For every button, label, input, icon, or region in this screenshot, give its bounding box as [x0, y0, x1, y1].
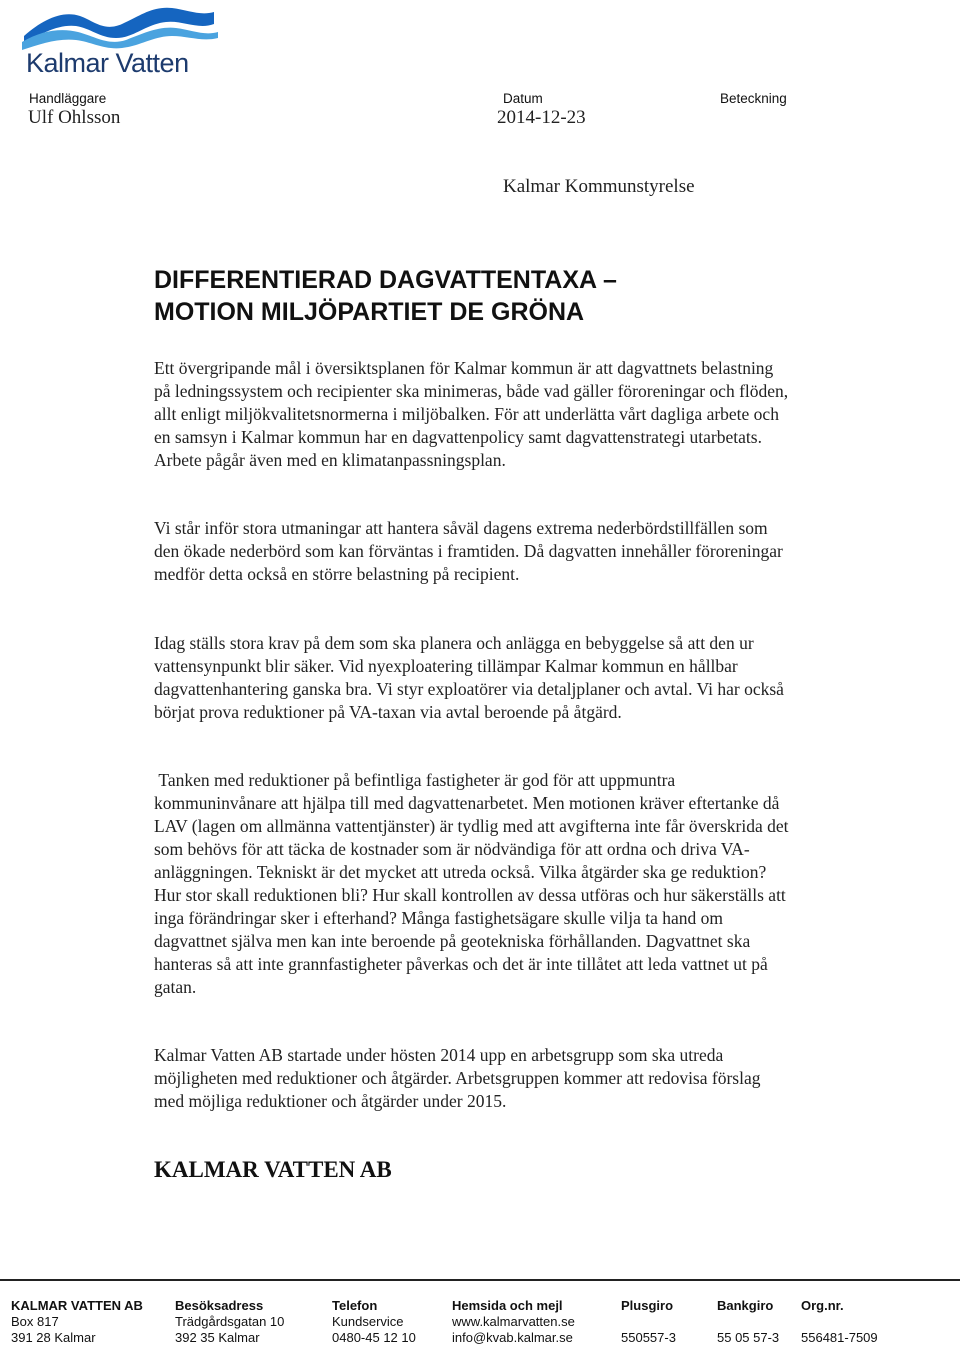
footer-visit-line1: Trädgårdsgatan 10	[175, 1314, 285, 1329]
signature: KALMAR VATTEN AB	[154, 1157, 392, 1182]
footer-web-heading: Hemsida och mejl	[452, 1298, 563, 1313]
title-line-1: DIFFERENTIERAD DAGVATTENTAXA –	[154, 266, 617, 294]
footer-phone-heading: Telefon	[332, 1298, 378, 1313]
footer-website-link[interactable]: www.kalmarvatten.se	[452, 1314, 575, 1329]
footer-web	[452, 1298, 575, 1346]
wave-logo-icon	[22, 2, 222, 52]
paragraph-2: Vi står inför stora utmaningar att hantera såväl dagens extrema nederbördstillfällen som den ökade nederbörd som kan förväntas i framtiden. Då dagvatten innehåller föroreningar medför detta också en större belastning på recipient.	[154, 518, 783, 584]
footer-phone	[332, 1298, 416, 1346]
footer-bankgiro	[717, 1298, 779, 1346]
footer-company	[11, 1298, 143, 1346]
footer-orgnr	[801, 1298, 878, 1346]
paragraph-1: Ett övergripande mål i översiktsplanen för Kalmar kommun är att dagvattnets belastning på ledningssystem och recipienter ska minimeras, både vad gäller föroreningar och flöden, allt enligt miljökvalitetsnormerna i miljöbalken. För att underlätta vårt dagliga arbete och en samsyn i Kalmar kommun har en dagvattenpolicy samt dagvattenstrategi utarbetats. Arbete pågår även med en klimatanpassningsplan.	[154, 358, 789, 470]
company-logo	[22, 2, 222, 78]
footer-bankgiro-line2: 55 05 57-3	[717, 1330, 780, 1345]
paragraph-3: Idag ställs stora krav på dem som ska planera och anlägga en bebyggelse så att den ur vattensynpunkt blir säker. Vid nyexploatering tillämpar Kalmar kommun en hållbar dagvattenhantering ganska bra. Vi styr exploatörer via detaljplaner och avtal. Vi har också börjat prova reduktioner på VA-taxan via avtal beroende på åtgärd.	[154, 633, 784, 722]
handlaggare-value: Ulf Ohlsson	[28, 107, 121, 128]
footer-orgnr-heading: Org.nr.	[801, 1298, 844, 1313]
footer-bankgiro-line1	[717, 1314, 779, 1330]
footer-divider	[0, 1279, 960, 1281]
recipient: Kalmar Kommunstyrelse	[503, 176, 695, 197]
footer-visit-line2: 392 35 Kalmar	[175, 1330, 260, 1345]
footer-company-line2: 391 28 Kalmar	[11, 1330, 96, 1345]
footer-bankgiro-heading: Bankgiro	[717, 1298, 774, 1313]
logo-wordmark: Kalmar Vatten	[26, 48, 189, 78]
footer-phone-line2: 0480-45 12 10	[332, 1330, 416, 1345]
footer-visit-heading: Besöksadress	[175, 1298, 264, 1313]
footer-visit	[175, 1298, 284, 1346]
title-line-2: MOTION MILJÖPARTIET DE GRÖNA	[154, 298, 585, 326]
paragraph-5: Kalmar Vatten AB startade under hösten 2014 upp en arbetsgrupp som ska utreda möjligheten med reduktioner och åtgärder. Arbetsgruppen kommer att redovisa förslag med möjliga reduktioner och åtgärder under 2015.	[154, 1045, 761, 1111]
footer-orgnr-line2: 556481-7509	[801, 1330, 878, 1345]
footer-company-line1: Box 817	[11, 1314, 59, 1329]
datum-value: 2014-12-23	[497, 107, 586, 128]
handlaggare-label: Handläggare	[29, 91, 107, 106]
beteckning-label: Beteckning	[720, 91, 787, 106]
footer-plusgiro	[621, 1298, 676, 1346]
paragraph-4: Tanken med reduktioner på befintliga fastigheter är god för att uppmuntra kommuninvånare att hjälpa till med dagvattenarbetet. Men motionen kräver eftertanke då LAV (lagen om allmänna vattentjänster) är tydlig med att avgifterna inte får överskrida det som behövs för att täcka de kostnader som är nödvändiga för att ordna och driva VA- anläggningen. Tekniskt är det mycket att utreda också. Vilka åtgärder ska ge reduktion? Hur stor skall reduktionen bli? Hur skall kontrollen av dessa utföras och hur säkerställs att inga förändringar sker i efterhand? Många fastighetsägare skulle vilja ta hand om dagvattnet själva men kan inte beroende på geotekniska förhållanden. Dagvattnet ska hanteras så att inte grannfastigheter påverkas och det är inte tillåtet att leda vattnet ut på gatan.	[154, 770, 793, 997]
datum-label: Datum	[503, 91, 543, 106]
footer-orgnr-line1	[801, 1314, 878, 1330]
footer-plusgiro-line1	[621, 1314, 676, 1330]
footer-plusgiro-line2: 550557-3	[621, 1330, 676, 1345]
footer-plusgiro-heading: Plusgiro	[621, 1298, 674, 1313]
footer-phone-line1: Kundservice	[332, 1314, 404, 1329]
footer-company-heading: KALMAR VATTEN AB	[11, 1298, 143, 1313]
document-title	[154, 264, 617, 328]
footer-email-link[interactable]: info@kvab.kalmar.se	[452, 1330, 573, 1345]
